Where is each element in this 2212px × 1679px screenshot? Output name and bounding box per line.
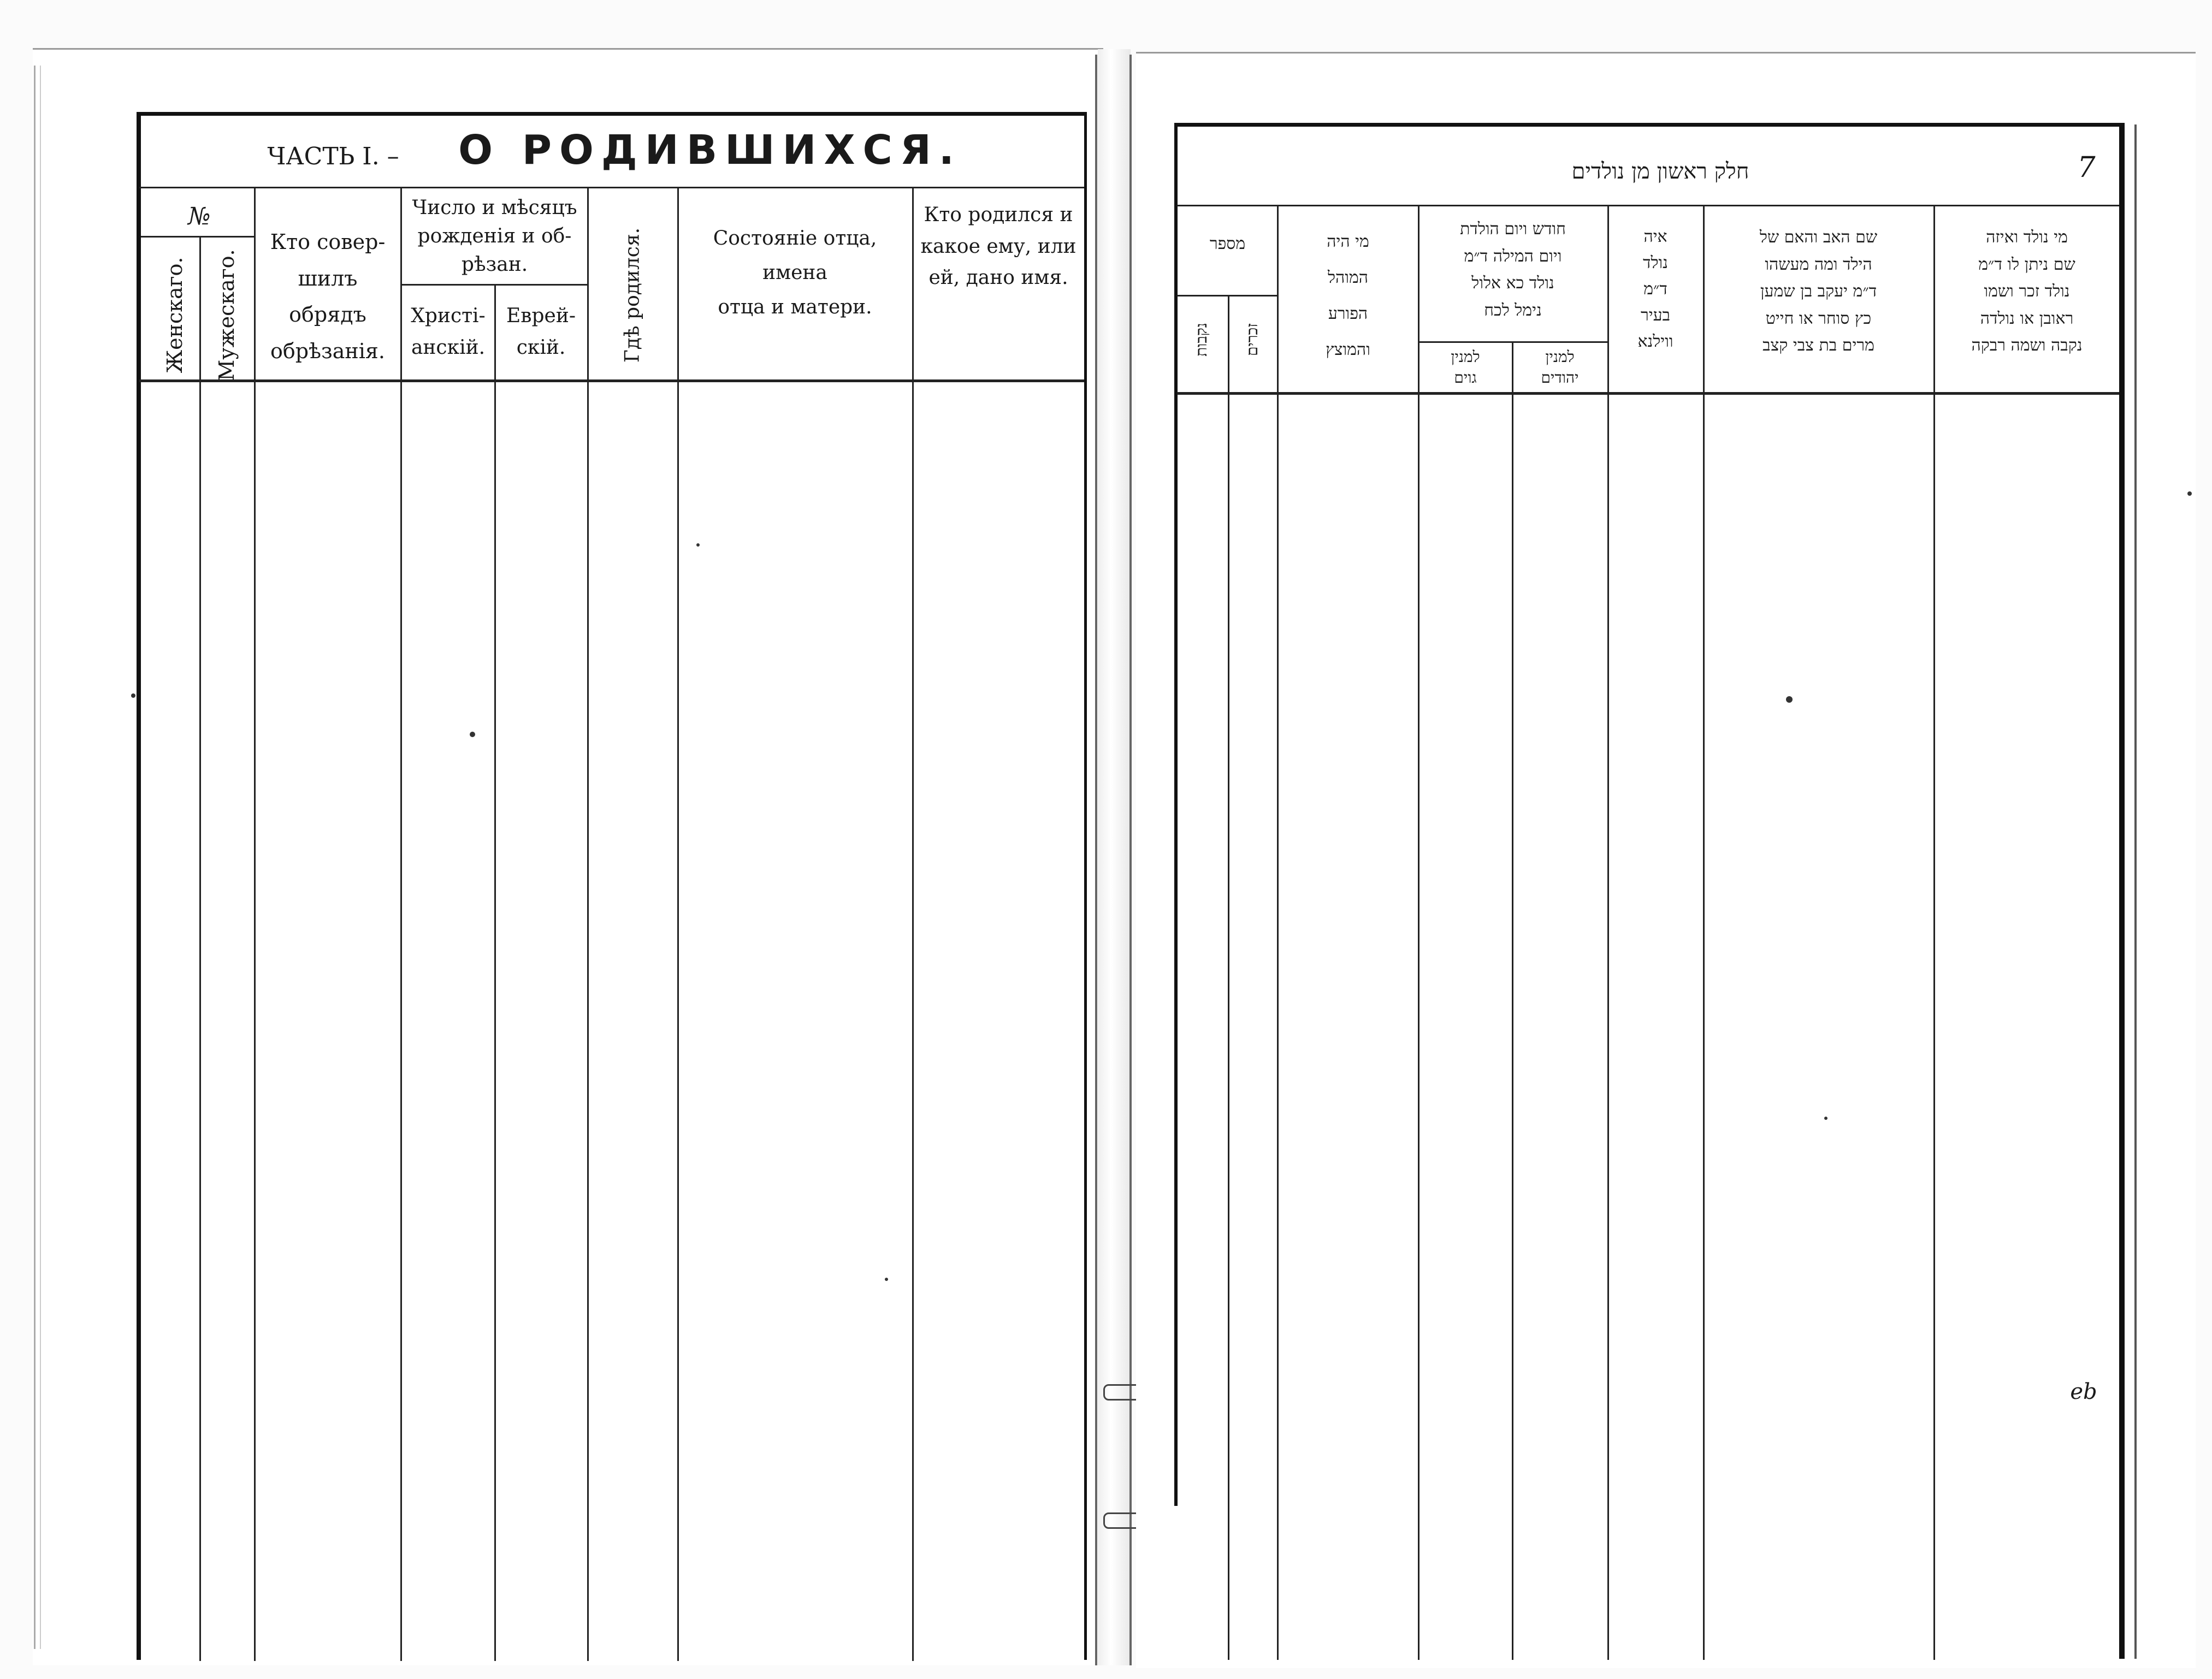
right-header-parents: שם האב והאם של הילד ומה מעשהו ד״מ יעקב בן שמען כץ סוחר או חייט מרים בת צבי קצב xyxy=(1759,228,1878,355)
right-col-line xyxy=(1512,341,1513,1660)
handwritten-margin-note: eb xyxy=(2070,1379,2097,1404)
right-header-gentile: למנין גוים xyxy=(1451,348,1480,387)
left-header-who: Кто родился и какое ему, или ей, дано имя. xyxy=(920,204,1077,289)
left-frame-top xyxy=(137,112,1087,116)
right-page-number: 7 xyxy=(2077,151,2096,184)
left-header-bottom-line xyxy=(139,379,1084,382)
left-col-line xyxy=(400,187,402,1661)
left-header-place: Гдѣ родился. xyxy=(621,227,644,363)
left-header-christian: Христі- анскій. xyxy=(411,305,486,359)
paper-speck xyxy=(696,543,700,547)
right-header-date: חודש ויום הולדת ויום המילה ד״מ נולד כא אלול נימל לכח xyxy=(1460,219,1566,320)
paper-speck xyxy=(1786,696,1793,703)
right-num-sub-line xyxy=(1177,295,1277,296)
left-header-jewish: Еврей- скій. xyxy=(506,305,576,359)
right-col-line xyxy=(1277,205,1279,1660)
left-col-line xyxy=(494,284,496,1661)
right-col-line xyxy=(1228,295,1229,1660)
right-page-title: חלק ראשון מן נולדים xyxy=(1571,159,1749,184)
left-col-line xyxy=(254,187,256,1661)
right-header-who: מי נולד ואיזה שם ניתן לו ד״מ נולד זכר ושמו ראובן או נולדה נקבה ושמה רבקה xyxy=(1971,228,2083,355)
left-num-sub-line xyxy=(141,236,256,238)
right-header-place: איה נולד ד״מ בעיר ווילנא xyxy=(1637,227,1673,351)
paper-speck xyxy=(2187,491,2192,496)
binding-line xyxy=(1095,55,1097,1665)
right-col-line xyxy=(1607,205,1609,1660)
binding-line xyxy=(1129,55,1132,1665)
left-page-edge xyxy=(34,66,41,1649)
left-header-top-line xyxy=(139,187,1084,188)
left-col-line xyxy=(912,187,914,1661)
left-header-date: Число и мѣсяцъ рожденія и об- рѣзан. xyxy=(412,197,577,276)
paper-speck xyxy=(1824,1117,1827,1120)
left-frame-left xyxy=(137,115,141,1660)
left-header-status: Состояніе отца, имена отца и матери. xyxy=(713,227,877,318)
book-gutter xyxy=(1098,49,1131,1665)
left-header-performer: Кто совер- шилъ обрядъ обрѣзанія. xyxy=(270,230,386,363)
paper-speck xyxy=(131,693,135,698)
right-frame-outer xyxy=(2134,124,2137,1659)
left-frame-right xyxy=(1084,115,1087,1660)
left-col-line xyxy=(677,187,679,1661)
right-page-top-edge xyxy=(1136,52,2196,56)
left-header-num: № xyxy=(188,203,211,230)
left-header-female: Женскаго. xyxy=(163,257,187,373)
left-page-title: О РОДИВШИХСЯ. xyxy=(458,127,962,174)
paper-speck xyxy=(470,732,475,737)
right-header-top-line xyxy=(1177,205,2119,206)
right-header-performer: מי היה המוהל הפורע והמוצץ xyxy=(1326,232,1370,359)
right-header-male: זכרים xyxy=(1243,323,1261,357)
right-col-line xyxy=(1703,205,1705,1660)
right-header-bottom-line xyxy=(1177,392,2119,395)
paper-speck xyxy=(885,1278,888,1281)
left-page-top-edge xyxy=(33,48,1103,53)
right-frame-left xyxy=(1174,124,1178,1506)
left-part-label: ЧАСТЬ I. – xyxy=(267,143,399,170)
right-header-num: מספר xyxy=(1209,234,1246,253)
left-col-line xyxy=(587,187,589,1661)
left-col-line xyxy=(199,236,201,1661)
right-col-line xyxy=(1418,205,1420,1660)
left-header-male: Мужескаго. xyxy=(215,249,239,381)
right-frame-top xyxy=(1174,123,2125,127)
right-header-female: נקבות xyxy=(1192,323,1210,357)
right-frame-right xyxy=(2119,124,2125,1659)
right-header-jewish: למנין יהודים xyxy=(1541,348,1579,387)
right-col-line xyxy=(1933,205,1935,1660)
